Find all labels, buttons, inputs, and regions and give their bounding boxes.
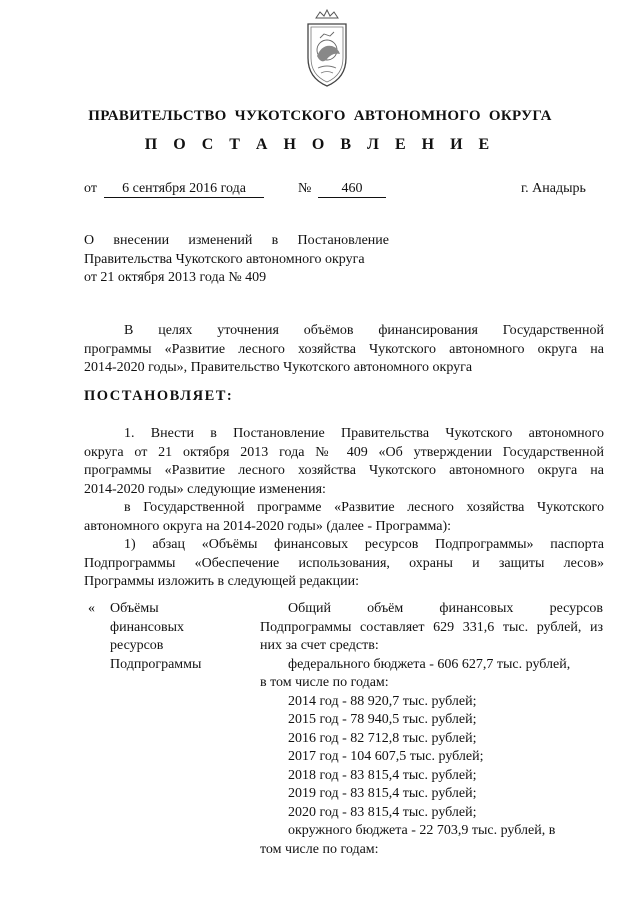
resolves-heading: ПОСТАНОВЛЯЕТ: (84, 388, 234, 404)
year-item: 2019 год - 83 815,4 тыс. рублей; (288, 786, 477, 801)
document-subject (84, 232, 389, 288)
body-paragraphs (84, 425, 604, 592)
left-cell-line: Подпрограммы (110, 656, 202, 672)
body-line: в Государственной программе «Развитие лесного хозяйства Чукотского (124, 500, 604, 515)
year-item: 2017 год - 104 607,5 тыс. рублей; (288, 749, 484, 764)
subject-line: О внесении изменений в Постановление (84, 233, 389, 248)
quote-mark: « (88, 601, 95, 616)
year-item: 2016 год - 82 712,8 тыс. рублей; (288, 730, 477, 746)
year-list (260, 693, 603, 823)
left-cell-line: ресурсов (110, 638, 164, 653)
total-line: Подпрограммы составляет 629 331,6 тыс. рублей, из (260, 619, 603, 635)
subject-line: Правительства Чукотского автономного округа (84, 251, 365, 267)
body-line: автономного округа на 2014-2020 годы» (далее - Программа): (84, 518, 451, 534)
preamble-line: 2014-2020 годы», Правительство Чукотского автономного округа (84, 360, 473, 375)
left-cell-line: Объёмы (110, 601, 159, 616)
body-line: 2014-2020 годы» следующие изменения: (84, 481, 326, 497)
district-line: окружного бюджета - 22 703,9 тыс. рублей, в (288, 823, 556, 838)
year-item: 2020 год - 83 815,4 тыс. рублей; (288, 804, 477, 820)
document-type-title: П О С Т А Н О В Л Е Н И Е (144, 136, 496, 153)
document-date: 6 сентября 2016 года (104, 181, 264, 198)
subject-line: от 21 октября 2013 года № 409 (84, 270, 267, 285)
date-prefix: от (84, 181, 97, 196)
body-line: программы «Развитие лесного хозяйства Чукотского автономного округа на (84, 463, 604, 478)
coat-of-arms-emblem (302, 8, 352, 90)
body-line: 1. Внести в Постановление Правительства Чукотского автономного (124, 426, 604, 441)
year-item: 2014 год - 88 920,7 тыс. рублей; (288, 693, 477, 709)
federal-line: в том числе по годам: (260, 675, 389, 690)
table-left-cell (110, 600, 250, 674)
year-item: 2018 год - 83 815,4 тыс. рублей; (288, 767, 477, 783)
preamble-line: В целях уточнения объёмов финансирования Государственной (124, 323, 604, 338)
table-right-cell (260, 600, 603, 859)
body-line: Программы изложить в следующей редакции: (84, 574, 359, 589)
body-line: Подпрограммы «Обеспечение использования, охраны и защиты лесов» (84, 555, 604, 571)
district-line: том числе по годам: (260, 841, 379, 857)
body-line: округа от 21 октября 2013 года № 409 «Об утверждении Государственной (84, 444, 604, 460)
total-line: них за счет средств: (260, 638, 379, 653)
total-line: Общий объём финансовых ресурсов (288, 601, 603, 616)
preamble-paragraph (84, 322, 604, 378)
number-prefix: № (298, 181, 312, 196)
preamble-line: программы «Развитие лесного хозяйства Чукотского автономного округа на (84, 341, 604, 357)
year-item: 2015 год - 78 940,5 тыс. рублей; (288, 712, 477, 727)
organization-title: ПРАВИТЕЛЬСТВО ЧУКОТСКОГО АВТОНОМНОГО ОКРУГА (88, 108, 552, 124)
left-cell-line: финансовых (110, 619, 184, 635)
federal-line: федерального бюджета - 606 627,7 тыс. рублей, (288, 656, 571, 672)
body-line: 1) абзац «Объёмы финансовых ресурсов Подпрограммы» паспорта (124, 537, 604, 552)
document-city: г. Анадырь (521, 181, 586, 196)
document-number: 460 (318, 181, 386, 198)
